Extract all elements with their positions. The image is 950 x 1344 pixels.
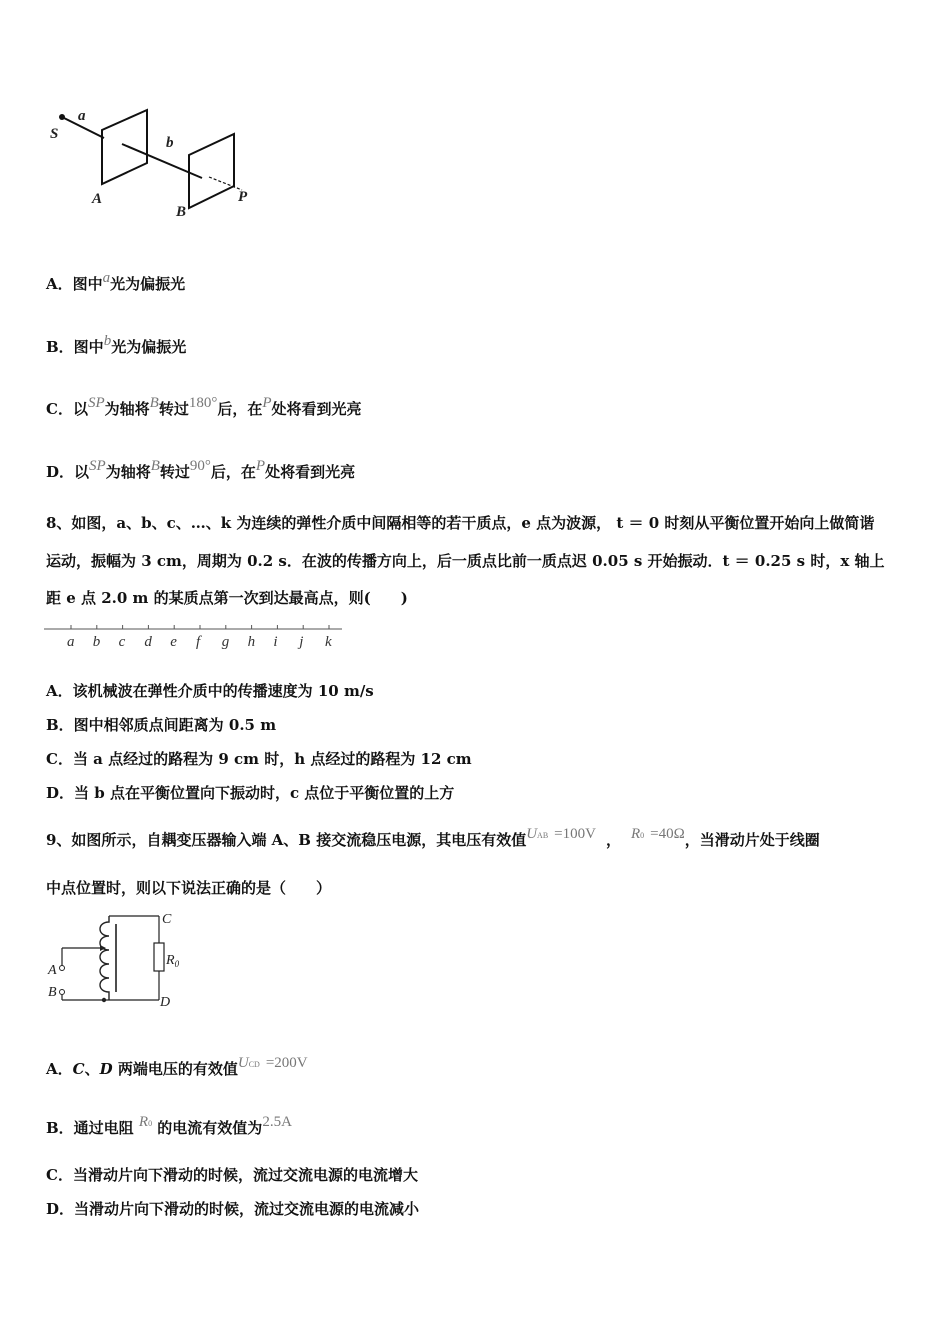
- label-P: P: [238, 189, 248, 205]
- q9-stem-line1: 9、如图所示，自耦变压器输入端 A、B 接交流稳压电源，其电压有效值UAB =100V ， R0 =40Ω，当滑动片处于线圈: [46, 826, 820, 849]
- axis-label-e: e: [170, 634, 177, 650]
- q8-stem-line3: 距 e 点 2.0 m 的某质点第一次到达最高点，则( ): [46, 589, 408, 607]
- axis-label-f: f: [196, 634, 201, 650]
- axis-label-j: j: [299, 634, 304, 650]
- polarizer-A: [102, 110, 147, 184]
- q9-option-c: C．当滑动片向下滑动的时候，流过交流电源的电流增大: [46, 1166, 418, 1184]
- label-A: A: [92, 191, 103, 207]
- q9-option-a: A．C、D 两端电压的有效值UCD =200V: [46, 1055, 308, 1078]
- r0-symbol: R0: [630, 826, 645, 842]
- q7-option-b: B．图中b光为偏振光: [46, 333, 187, 356]
- label-b: b: [166, 135, 174, 151]
- label-D: D: [160, 995, 171, 1010]
- terminal-a: [60, 966, 65, 971]
- q8-stem-line2: 运动，振幅为 3 cm，周期为 0.2 s．在波的传播方向上，后一质点比前一质点迟 0.05 s 开始振动．t ＝ 0.25 s 时，x 轴上: [46, 552, 885, 570]
- u-ab-symbol: UAB: [526, 826, 549, 842]
- resistor-r0: [154, 943, 164, 971]
- label-C: C: [162, 912, 172, 927]
- label-B: B: [176, 204, 187, 220]
- label-B: B: [48, 985, 57, 1000]
- q8-stem-line1: 8、如图，a、b、c、…、k 为连续的弹性介质中间隔相等的若干质点，e 点为波源， t ＝ 0 时刻从平衡位置开始向上做简谐: [46, 514, 875, 532]
- axis-label-g: g: [221, 634, 230, 650]
- q7-option-c: C．以SP为轴将B转过180°后，在P处将看到光亮: [46, 395, 362, 418]
- axis-label-c: c: [118, 634, 126, 650]
- q9-stem-line2: 中点位置时，则以下说法正确的是（ ）: [46, 879, 332, 897]
- junction: [102, 998, 106, 1002]
- q7-option-d: D．以SP为轴将B转过90°后，在P处将看到光亮: [46, 458, 356, 481]
- label-A: A: [48, 963, 57, 978]
- autotransformer-circuit: [44, 908, 194, 1010]
- axis-label-b: b: [92, 634, 101, 650]
- q9-option-d: D．当滑动片向下滑动的时候，流过交流电源的电流减小: [46, 1200, 420, 1218]
- q8-option-b: B．图中相邻质点间距离为 0.5 m: [46, 716, 277, 734]
- coil: [100, 916, 109, 1000]
- terminal-b: [60, 990, 65, 995]
- axis-label-a: a: [67, 634, 75, 650]
- axis-label-k: k: [325, 634, 332, 650]
- particle-axis: [44, 620, 344, 652]
- axis-label-d: d: [144, 634, 152, 650]
- u-cd-symbol: UCD: [237, 1055, 260, 1071]
- axis-label-i: i: [273, 634, 278, 650]
- polarizer-B: [189, 134, 234, 208]
- label-S: S: [50, 126, 59, 142]
- polarizer-figure: [44, 100, 264, 225]
- q8-option-a: A．该机械波在弹性介质中的传播速度为 10 m/s: [46, 682, 374, 700]
- q7-option-a: A．图中a光为偏振光: [46, 270, 186, 293]
- label-a: a: [78, 108, 86, 124]
- q8-option-d: D．当 b 点在平衡位置向下振动时，c 点位于平衡位置的上方: [46, 784, 455, 802]
- r0-symbol-b: R0: [138, 1114, 153, 1130]
- q8-option-c: C．当 a 点经过的路程为 9 cm 时，h 点经过的路程为 12 cm: [46, 750, 472, 768]
- label-R0: $R_0$: [166, 953, 180, 969]
- q9-option-b: B．通过电阻 R0 的电流有效值为2.5A: [46, 1114, 292, 1137]
- axis-label-h: h: [247, 634, 256, 650]
